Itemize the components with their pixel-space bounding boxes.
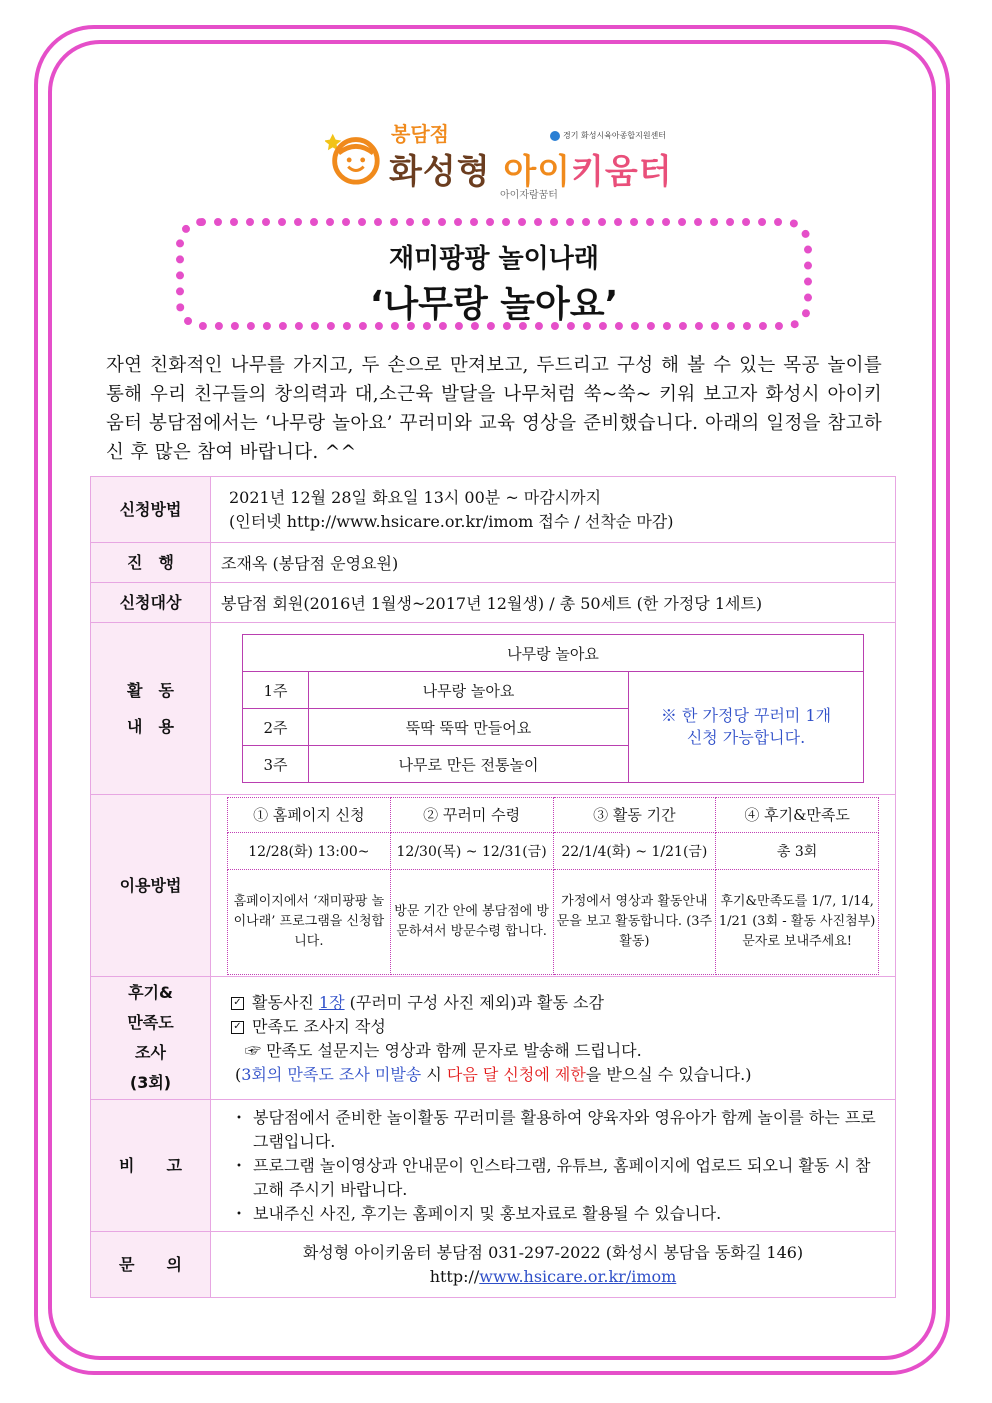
- title-program: 재미팡팡 놀이나래: [389, 244, 599, 274]
- step-date: 22/1/4(화) ~ 1/21(금): [553, 832, 716, 869]
- target-label: 신청대상: [91, 583, 211, 623]
- week-label: 2주: [243, 709, 309, 746]
- step-desc: 홈페이지에서 ‘재미팡팡 놀이나래’ 프로그램을 신청합니다.: [228, 869, 391, 974]
- usage-content: [211, 795, 896, 977]
- title-box: [176, 218, 812, 330]
- contact-line: 화성형 아이키움터 봉담점 031-297-2022 (화성시 봉담읍 동화길 146): [302, 1242, 804, 1262]
- review-item-survey: ✓ 만족도 조사지 작성: [231, 1015, 895, 1039]
- note-item: ・ 봉담점에서 준비한 놀이활동 꾸러미를 활용하여 양육자와 영유아가 함께 놀이를 하는 프로그램입니다.: [231, 1107, 876, 1151]
- note-content: [211, 1100, 896, 1232]
- host-row: [91, 543, 896, 583]
- review-content: [211, 977, 896, 1100]
- intro-paragraph: 자연 친화적인 나무를 가지고, 두 손으로 만져보고, 두드리고 구성 해 볼 수 있는 목공 놀이를 통해 우리 친구들의 창의력과 대,소근육 발달을 나무처럼 쑥~쑥~ 키워 보고자 화성시 아이키움터 봉담점에서는 ‘나무랑 놀아요’ 꾸러미와 교육 영상을 준비했습니다. 아래의 일정을 참고하신 후 많은 참여 바랍니다. ^^: [106, 355, 882, 463]
- usage-label: 이용방법: [91, 795, 211, 977]
- contact-content: [211, 1232, 896, 1298]
- contact-url: http://www.hsicare.or.kr/imom: [429, 1266, 677, 1286]
- activity-note: ※ 한 가정당 꾸러미 1개 신청 가능합니다.: [629, 672, 864, 783]
- target-row: [91, 583, 896, 623]
- target-value: 봉담점 회원(2016년 1월생~2017년 12월생) / 총 50세트 (한 가정당 1세트): [211, 583, 896, 623]
- review-item-notice: ☞ 만족도 설문지는 영상과 함께 문자로 발송해 드립니다.: [245, 1041, 642, 1060]
- activity-content: [211, 623, 896, 795]
- logo-tagline: 아이자람꿈터: [500, 190, 558, 201]
- step-date: 총 3회: [716, 832, 879, 869]
- review-row: [91, 977, 896, 1100]
- step-head: ④ 후기&만족도: [716, 797, 879, 832]
- checkbox-icon: ✓: [231, 997, 244, 1010]
- apply-value: 2021년 12월 28일 화요일 13시 00분 ~ 마감시까지 (인터넷 http://www.hsicare.or.kr/imom 접수 / 선착순 마감): [211, 477, 896, 543]
- review-label: 후기& 만족도 조사 (3회): [91, 977, 211, 1100]
- apply-label: 신청방법: [91, 477, 211, 543]
- logo: [325, 118, 675, 201]
- checkbox-icon: ✓: [231, 1021, 244, 1034]
- apply-row: [91, 477, 896, 543]
- logo-center-name: 경기 화성시육아종합지원센터: [550, 130, 666, 141]
- title-main: ‘나무랑 놀아요’: [369, 284, 619, 325]
- logo-branch: 봉담점: [391, 122, 449, 146]
- note-item: ・ 보내주신 사진, 후기는 홈페이지 및 홍보자료로 활용될 수 있습니다.: [231, 1203, 722, 1223]
- activity-row: [91, 623, 896, 795]
- logo-name: 화성형 아이키움터: [389, 152, 673, 192]
- week-label: 1주: [243, 672, 309, 709]
- week-label: 3주: [243, 746, 309, 783]
- week-activity: 나무로 만든 전통놀이: [309, 746, 629, 783]
- contact-row: [91, 1232, 896, 1298]
- step-desc: 후기&만족도를 1/7, 1/14, 1/21 (3회 - 활동 사진첨부) 문자로 보내주세요!: [716, 869, 879, 974]
- week-activity: 나무랑 놀아요: [309, 672, 629, 709]
- step-desc: 방문 기간 안에 봉담점에 방문하셔서 방문수령 합니다.: [390, 869, 553, 974]
- info-table: [90, 476, 896, 1298]
- note-label: 비 고: [91, 1100, 211, 1232]
- note-row: [91, 1100, 896, 1232]
- review-warning: (3회의 만족도 조사 미발송 시 다음 달 신청에 제한을 받으실 수 있습니다.): [235, 1065, 752, 1084]
- step-head: ③ 활동 기간: [553, 797, 716, 832]
- review-item-photo: ✓ 활동사진 1장 (꾸러미 구성 사진 제외)과 활동 소감: [231, 991, 895, 1015]
- step-head: ② 꾸러미 수령: [390, 797, 553, 832]
- note-item: ・ 프로그램 놀이영상과 안내문이 인스타그램, 유튜브, 홈페이지에 업로드 되오니 활동 시 참고해 주시기 바랍니다.: [231, 1155, 871, 1199]
- host-value: 조재옥 (봉담점 운영요원): [211, 543, 896, 583]
- week-activity: 뚝딱 뚝딱 만들어요: [309, 709, 629, 746]
- activity-label: 활 동 내 용: [91, 623, 211, 795]
- contact-label: 문 의: [91, 1232, 211, 1298]
- step-desc: 가정에서 영상과 활동안내문을 보고 활동합니다. (3주 활동): [553, 869, 716, 974]
- website-link[interactable]: www.hsicare.or.kr/imom: [479, 1266, 677, 1286]
- center-logo-icon: [550, 131, 560, 141]
- step-date: 12/28(화) 13:00~: [228, 832, 391, 869]
- step-head: ① 홈페이지 신청: [228, 797, 391, 832]
- step-date: 12/30(목) ~ 12/31(금): [390, 832, 553, 869]
- child-face-icon: [325, 128, 383, 186]
- activity-table-title: 나무랑 놀아요: [243, 635, 864, 672]
- host-label: 진 행: [91, 543, 211, 583]
- usage-row: [91, 795, 896, 977]
- activity-table: [242, 634, 864, 783]
- usage-table: [227, 797, 879, 975]
